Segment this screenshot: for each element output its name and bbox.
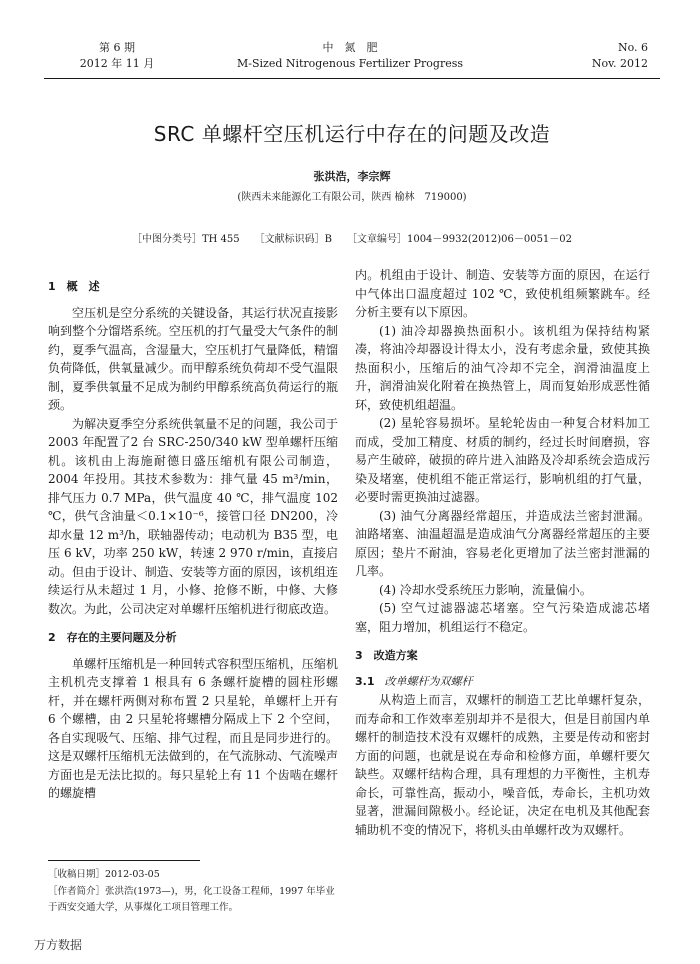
article-title: SRC 单螺杆空压机运行中存在的问题及改造 xyxy=(153,122,551,146)
issue-number-en: No. 6 xyxy=(617,41,648,54)
paragraph: 从构造上而言，双螺杆的制造工艺比单螺杆复杂，而寿命和工作效率差别却并不是很大，但是目前国内单螺杆的制造技术没有双螺杆的成熟，主要是传动和密封方面的问题，也就是说在寿命和检修方面，单螺杆要欠缺些。双螺杆结构合理，具有理想的力平衡性，主机寿命长，可靠性高，振动小，噪音低，寿命长，主机功效显著，泄漏间隙极小。经论证，决定在电机及其他配套辅助机不变的情况下，将机头由单螺杆改为双螺杆。 xyxy=(355,693,650,837)
list-item: (5) 空气过滤器滤芯堵塞。空气污染造成滤芯堵塞，阻力增加，机组运行不稳定。 xyxy=(355,601,650,634)
running-header-left xyxy=(62,40,172,72)
section-heading: 3 改造方案 xyxy=(355,649,418,662)
section-heading: 1 概 述 xyxy=(48,280,100,293)
footnote-received: ［收稿日期］2012-03-05 xyxy=(48,869,160,880)
journal-name-en: M-Sized Nitrogenous Fertilizer Progress xyxy=(236,57,464,70)
footnote-divider xyxy=(48,860,200,861)
list-item: (4) 冷却水受系统压力影响，流量偏小。 xyxy=(379,582,592,597)
footnote-author-bio: ［作者简介］张洪浩(1973—)，男，化工设备工程师，1997 年毕业于西安交通大学，从事煤化工项目管理工作。 xyxy=(48,886,335,913)
subsection-heading xyxy=(355,673,650,692)
subsection-title: 改单螺杆为双螺杆 xyxy=(384,674,473,688)
section-heading: 2 存在的主要问题及分析 xyxy=(48,631,177,644)
article-authors: 张洪浩，李宗辉 xyxy=(313,170,391,183)
subsection-number: 3.1 xyxy=(355,674,375,688)
paragraph: 单螺杆压缩机是一种回转式容积型压缩机，压缩机主机机壳支撑着 1 根具有 6 条螺杆旋槽的圆柱形螺杆，并在螺杆两侧对称布置 2 只星轮，单螺杆上开有 6 个螺槽，由 2 只星轮将螺槽分隔成上下 2 个空间，各自实现吸气、压缩、排气过程，而且是同步进行的。这是双螺杆压缩机无法做到的，在气流脉动、气流噪声方面也是无法比拟的。每只星轮上有 11 个齿啮在螺杆的螺旋槽 xyxy=(48,656,338,800)
running-header-center xyxy=(200,40,500,72)
issue-number: 第 6 期 xyxy=(99,41,135,54)
list-item: (3) 油气分离器经常超压，并造成法兰密封泄漏。油路堵塞、油温超温是造成油气分离器经常超压的主要原因；垫片不耐油，容易老化更增加了法兰密封泄漏的几率。 xyxy=(355,508,650,578)
article-affiliation: (陕西未来能源化工有限公司，陕西 榆林 719000) xyxy=(237,192,467,203)
issue-date: 2012 年 11 月 xyxy=(79,57,155,70)
right-column xyxy=(355,266,650,839)
classification-line: ［中图分类号］TH 455 ［文献标识码］B ［文章编号］1004－9932(2012)06－0051－02 xyxy=(131,234,573,245)
paragraph: 内。机组由于设计、制造、安装等方面的原因，在运行中气体出口温度超过 102 ℃，致使机组频繁跳车。经分析主要有以下原因。 xyxy=(355,268,650,319)
issue-date-en: Nov. 2012 xyxy=(591,57,648,70)
paragraph: 为解决夏季空分系统供氧量不足的问题，我公司于2003 年配置了2 台 SRC-250/340 kW 型单螺杆压缩机。该机由上海施耐德日盛压缩机有限公司制造，2004 年投用。其技术参数为：排气量 45 m³/min，排气压力 0.7 MPa，供气温度 40 ℃，排气温度 102 ℃，供气含油量＜0.1×10⁻⁶，接管口径 DN200，冷却水量 12 m³/h，联轴器传动；电动机为 B35 型，电压 6 kV，功率 250 kW，转速 2 970 r/min，直接启动。但由于设计、制造、安装等方面的原因，该机组连续运行从未超过 1 月，小修、抢修不断，中修、大修数次。为此，公司决定对单螺杆压缩机进行彻底改造。 xyxy=(48,416,338,616)
paragraph: 空压机是空分系统的关键设备，其运行状况直接影响到整个分馏塔系统。空压机的打气量受大气条件的制约，夏季气温高，含湿量大，空压机打气量降低，精馏负荷降低，供氧量减少。而甲醇系统负荷却不受气温限制，夏季供氧量不足成为制约甲醇系统高负荷运行的瓶颈。 xyxy=(48,305,338,412)
header-divider xyxy=(44,78,660,79)
watermark-text: 万方数据 xyxy=(34,938,83,952)
running-header-right xyxy=(548,40,648,72)
list-item: (2) 星轮容易损坏。星轮轮齿由一种复合材料加工而成，受加工精度、材质的制约，经过长时间磨损，容易产生破碎，破损的碎片进入油路及冷却系统会造成污染及堵塞，使机组不能正常运行，影响机组的打气量，必要时需更换油过滤器。 xyxy=(355,416,650,504)
journal-name-cn: 中 氮 肥 xyxy=(322,41,378,54)
left-column xyxy=(48,262,338,803)
list-item: (1) 油冷却器换热面积小。该机组为保持结构紧凑，将油冷却器设计得太小，没有考虑余量，致使其换热面积小，压缩后的油气冷却不完全，润滑油温度上升，润滑油炭化附着在换热管上，周而复始形成恶性循环，致使机组超温。 xyxy=(355,323,650,412)
